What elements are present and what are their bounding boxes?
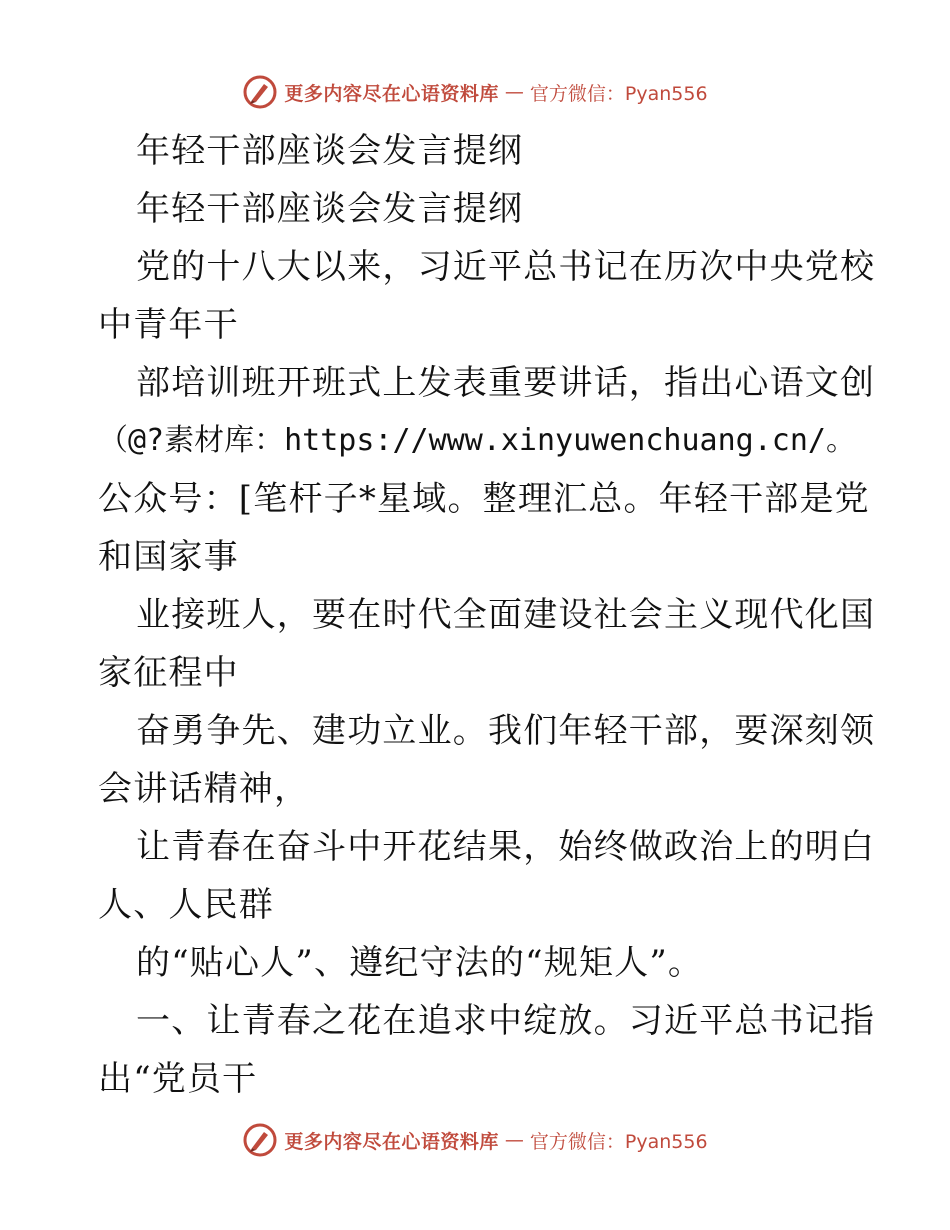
text-line: 和国家事 xyxy=(98,537,239,577)
text-line: 中青年干 xyxy=(98,305,239,345)
text-line: 党的十八大以来，习近平总书记在历次中央党校 xyxy=(136,247,876,287)
pen-logo-icon xyxy=(242,1122,278,1158)
doc-subtitle: 年轻干部座谈会发言提纲 xyxy=(136,189,524,229)
document-body xyxy=(98,122,876,1108)
pen-logo-icon xyxy=(242,74,278,110)
footer-watermark xyxy=(0,1120,950,1160)
text-line: 业接班人，要在时代全面建设社会主义现代化国 xyxy=(136,595,876,635)
text-line: 人、人民群 xyxy=(98,885,274,925)
text-line: 出“党员干 xyxy=(98,1059,258,1099)
header-watermark xyxy=(0,72,950,112)
text-line-url: （@?素材库：https://www.xinyuwenchuang.cn/。 xyxy=(98,423,856,458)
watermark-dash: — xyxy=(504,1129,524,1151)
section-heading-line: 一、让青春之花在追求中绽放。习近平总书记指 xyxy=(136,1001,876,1041)
text-line: 让青春在奋斗中开花结果，始终做政治上的明白 xyxy=(136,827,876,867)
text-line: 家征程中 xyxy=(98,653,239,693)
watermark-wechat: 官方微信：Pyan556 xyxy=(529,82,708,105)
text-line: 奋勇争先、建功立业。我们年轻干部，要深刻领 xyxy=(136,711,876,751)
watermark-text: 更多内容尽在心语资料库 xyxy=(284,82,499,105)
watermark-text: 更多内容尽在心语资料库 xyxy=(284,1130,499,1153)
text-line: 会讲话精神， xyxy=(98,769,310,809)
watermark-dash: — xyxy=(504,81,524,103)
text-line: 的“贴心人”、遵纪守法的“规矩人”。 xyxy=(136,943,704,983)
watermark-wechat: 官方微信：Pyan556 xyxy=(529,1130,708,1153)
text-line: 部培训班开班式上发表重要讲话，指出心语文创 xyxy=(136,363,876,403)
text-line: 公众号：[笔杆子*星域。整理汇总。年轻干部是党 xyxy=(98,479,870,519)
doc-title: 年轻干部座谈会发言提纲 xyxy=(136,131,524,171)
